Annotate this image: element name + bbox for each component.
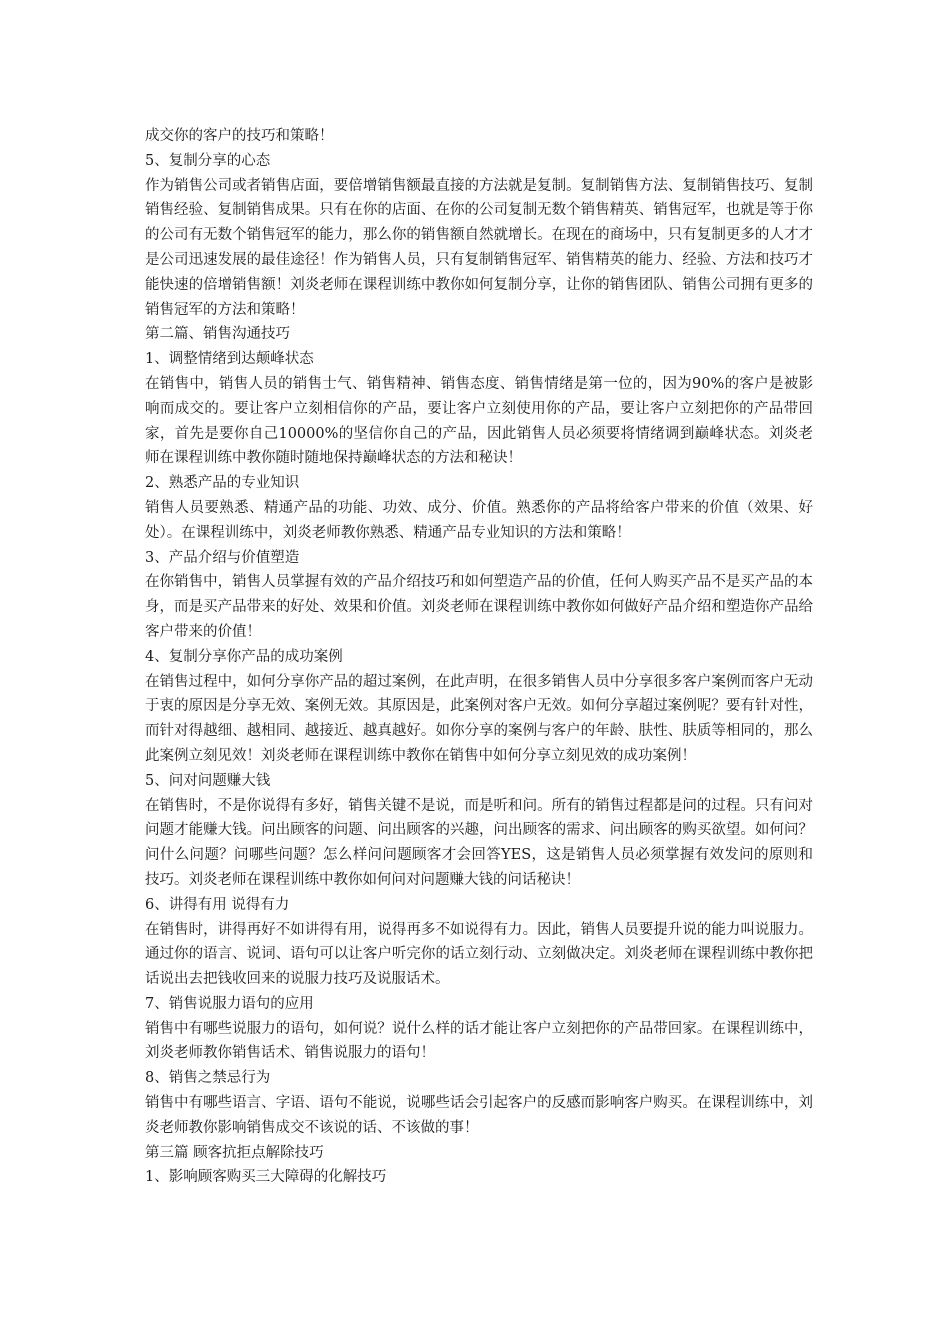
paragraph: 在销售过程中，如何分享你产品的超过案例，在此声明，在很多销售人员中分享很多客户案例而客户无动于衷的原因是分享无效、案例无效。其原因是，此案例对客户无效。如何分享超过案例呢？要有针对性，而针对得越细、越相同、越接近、越真越好。如你分享的案例与客户的年龄、肤性、肤质等相同的，那么此案例立刻见效！刘炎老师在课程训练中教你在销售中如何分享立刻见效的成功案例！: [145, 673, 813, 764]
paragraph: 在销售时，讲得再好不如讲得有用，说得再多不如说得有力。因此，销售人员要提升说的能力叫说服力。通过你的语言、说词、语句可以让客户听完你的话立刻行动、立刻做决定。刘炎老师在课程训练中教你把话说出去把钱收回来的说服力技巧及说服话术。: [145, 921, 813, 988]
paragraph: 作为销售公司或者销售店面，要倍增销售额最直接的方法就是复制。复制销售方法、复制销售技巧、复制销售经验、复制销售成果。只有在你的店面、在你的公司复制无数个销售精英、销售冠军，也就是等于你的公司有无数个销售冠军的能力，那么你的销售额自然就增长。在现在的商场中，只有复制更多的人才才是公司迅速发展的最佳途径！作为销售人员，只有复制销售冠军、销售精英的能力、经验、方法和技巧才能快速的倍增销售额！刘炎老师在课程训练中教你如何复制分享，让你的销售团队、销售公司拥有更多的销售冠军的方法和策略！: [145, 177, 813, 318]
paragraph: 销售中有哪些语言、字语、语句不能说，说哪些话会引起客户的反感而影响客户购买。在课程训练中，刘炎老师教你影响销售成交不该说的话、不该做的事！: [145, 1095, 813, 1136]
paragraph: 成交你的客户的技巧和策略！: [145, 128, 334, 144]
section-heading: 8、销售之禁忌行为: [145, 1070, 271, 1087]
paragraph: 在销售中，销售人员的销售士气、销售精神、销售态度、销售情绪是第一位的，因为90%的客户是被影响而成交的。要让客户立刻相信你的产品，要让客户立刻使用你的产品，要让客户立刻把你的产品带回家，首先是要你自己10000%的坚信你自己的产品，因此销售人员必须要将情绪调到巅峰状态。刘炎老师在课程训练中教你随时随地保持巅峰状态的方法和秘诀！: [145, 375, 813, 467]
chapter-heading: 第二篇、销售沟通技巧: [145, 326, 290, 343]
section-heading: 5、复制分享的心态: [145, 152, 271, 169]
section-heading: 3、产品介绍与价值塑造: [145, 549, 300, 566]
paragraph: 销售中有哪些说服力的语句，如何说？说什么样的话才能让客户立刻把你的产品带回家。在课程训练中，刘炎老师教你销售话术、销售说服力的语句！: [145, 1020, 813, 1062]
section-heading: 5、问对问题赚大钱: [145, 772, 271, 789]
paragraph: 在销售时，不是你说得有多好，销售关键不是说，而是听和问。所有的销售过程都是问的过程。只有问对问题才能赚大钱。问出顾客的问题、问出顾客的兴趣，问出顾客的需求、问出顾客的购买欲望。如何问？问什么问题？问哪些问题？怎么样问问题顾客才会回答YES，这是销售人员必须掌握有效发问的原则和技巧。刘炎老师在课程训练中教你如何问对问题赚大钱的问话秘诀！: [145, 797, 813, 888]
paragraph: 销售人员要熟悉、精通产品的功能、功效、成分、价值。熟悉你的产品将给客户带来的价值（效果、好处）。在课程训练中，刘炎老师教你熟悉、精通产品专业知识的方法和策略！: [145, 499, 813, 541]
chapter-heading: 第三篇 顾客抗拒点解除技巧: [145, 1144, 324, 1161]
paragraph: 在你销售中，销售人员掌握有效的产品介绍技巧和如何塑造产品的价值，任何人购买产品不是买产品的本身，而是买产品带来的好处、效果和价值。刘炎老师在课程训练中教你如何做好产品介绍和塑造你产品给客户带来的价值！: [145, 574, 813, 640]
section-heading: 2、熟悉产品的专业知识: [145, 475, 300, 492]
document-body: [145, 124, 813, 1190]
section-heading: 6、讲得有用 说得有力: [145, 896, 290, 913]
section-heading: 7、销售说服力语句的应用: [145, 995, 314, 1012]
section-heading: 1、影响顾客购买三大障碍的化解技巧: [145, 1169, 387, 1186]
section-heading: 1、调整情绪到达颠峰状态: [145, 351, 314, 368]
section-heading: 4、复制分享你产品的成功案例: [145, 648, 343, 665]
